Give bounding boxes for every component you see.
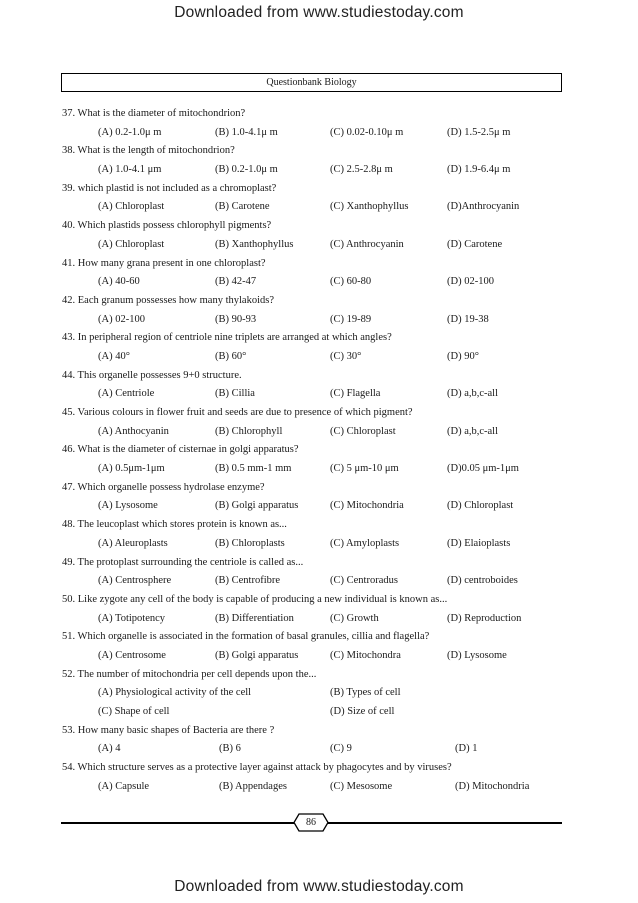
options-row	[62, 348, 582, 367]
answer-option: (A) Centrosphere	[98, 575, 172, 587]
question-text: 51. Which organelle is associated in the formation of basal granules, cillia and flagella?	[62, 631, 430, 643]
answer-option: (B) 1.0-4.1μ m	[215, 126, 278, 138]
options-row	[62, 610, 582, 629]
question-text: 38. What is the length of mitochondrion?	[62, 145, 235, 157]
options-row	[62, 273, 582, 292]
options-row	[62, 460, 582, 479]
answer-option: (D) Chloroplast	[447, 500, 514, 512]
answer-option: (C) Flagella	[330, 388, 381, 400]
answer-option: (D) 1.9-6.4μ m	[447, 164, 511, 176]
options-row	[62, 740, 582, 759]
answer-option: (D)0.05 μm-1μm	[447, 463, 519, 475]
page-number-badge	[293, 813, 329, 832]
answer-option: (A) Chloroplast	[98, 201, 165, 213]
answer-option: (D) Lysosome	[447, 649, 507, 661]
answer-option: (D) 02-100	[447, 276, 494, 288]
answer-option: (A) Chloroplast	[98, 238, 165, 250]
answer-option: (C) 2.5-2.8μ m	[330, 164, 393, 176]
options-row	[62, 198, 582, 217]
page-number: 86	[306, 817, 316, 828]
download-banner-bottom: Downloaded from www.studiestoday.com	[174, 878, 464, 895]
answer-option: (D)Anthrocyanin	[447, 201, 520, 213]
answer-option: (C) 5 μm-10 μm	[330, 463, 399, 475]
question-text: 54. Which structure serves as a protective layer against attack by phagocytes and by viruses?	[62, 762, 452, 774]
download-banner-top: Downloaded from www.studiestoday.com	[174, 4, 464, 21]
question-text: 48. The leucoplast which stores protein is known as...	[62, 519, 287, 531]
answer-option: (D) centroboides	[447, 575, 518, 587]
footer-rule-right	[328, 822, 562, 824]
answer-option: (C) Mitochondra	[330, 649, 401, 661]
answer-option: (B) Cillia	[215, 388, 255, 400]
answer-option: (B) Chlorophyll	[215, 425, 283, 437]
answer-option: (C) Anthrocyanin	[330, 238, 404, 250]
answer-option: (B) Xanthophyllus	[215, 238, 294, 250]
question-list	[62, 105, 582, 796]
answer-option: (C) Shape of cell	[98, 706, 170, 717]
question-text: 46. What is the diameter of cisternae in golgi apparatus?	[62, 444, 299, 456]
answer-option: (C) Centroradus	[330, 575, 398, 587]
answer-option: (C) Mitochondria	[330, 500, 404, 512]
answer-option: (B) 0.5 mm-1 mm	[215, 463, 292, 475]
answer-option: (A) Physiological activity of the cell	[98, 687, 252, 699]
options-row	[62, 423, 582, 442]
answer-option: (B) Golgi apparatus	[215, 649, 299, 661]
answer-option: (D) a,b,c-all	[447, 388, 499, 400]
answer-option: (C) Chloroplast	[330, 425, 396, 437]
answer-option: (A) Centriole	[98, 388, 155, 400]
options-row	[62, 572, 582, 591]
answer-option: (D) Carotene	[447, 238, 503, 250]
question-text: 50. Like zygote any cell of the body is capable of producing a new individual is known as...	[62, 593, 448, 605]
question-text: 37. What is the diameter of mitochondrion?	[62, 108, 246, 119]
question-text: 49. The protoplast surrounding the centriole is called as...	[62, 556, 304, 568]
options-row	[62, 385, 582, 404]
answer-option: (A) 4	[98, 743, 121, 755]
answer-option: (B) Differentiation	[215, 612, 294, 624]
answer-option: (C) Xanthophyllus	[330, 201, 409, 213]
question-text: 52. The number of mitochondria per cell depends upon the...	[62, 668, 317, 680]
question-text: 44. This organelle possesses 9+0 structure.	[62, 369, 242, 381]
question-text: 41. How many grana present in one chloroplast?	[62, 257, 266, 269]
question-text: 45. Various colours in flower fruit and seeds are due to presence of which pigment?	[62, 407, 413, 418]
options-row	[62, 236, 582, 255]
answer-option: (B) 90-93	[215, 313, 257, 325]
options-row	[62, 497, 582, 516]
options-row	[62, 535, 582, 554]
options-row	[62, 703, 582, 722]
answer-option: (D) a,b,c-all	[447, 425, 499, 437]
answer-option: (A) 0.5μm-1μm	[98, 463, 165, 475]
answer-option: (C) Growth	[330, 612, 379, 624]
answer-option: (C) 0.02-0.10μ m	[330, 126, 404, 138]
options-row	[62, 124, 582, 143]
question-text: 47. Which organelle possess hydrolase enzyme?	[62, 481, 265, 493]
answer-option: (D) 1.5-2.5μ m	[447, 126, 511, 138]
answer-option: (A) 40-60	[98, 276, 140, 288]
answer-option: (B) 0.2-1.0μ m	[215, 164, 278, 176]
answer-option: (D) 19-38	[447, 313, 489, 325]
answer-option: (D) 90°	[447, 350, 479, 362]
answer-option: (B) Appendages	[219, 780, 287, 792]
answer-option: (B) Types of cell	[330, 687, 401, 699]
answer-option: (A) Capsule	[98, 780, 150, 792]
question-text: 40. Which plastids possess chlorophyll pigments?	[62, 220, 272, 232]
question-text: 42. Each granum possesses how many thylakoids?	[62, 294, 275, 306]
answer-option: (A) 1.0-4.1 μm	[98, 164, 162, 176]
answer-option: (B) 6	[219, 743, 241, 755]
answer-option: (A) 40°	[98, 350, 130, 362]
answer-option: (D) Reproduction	[447, 612, 522, 624]
answer-option: (C) 30°	[330, 350, 362, 362]
answer-option: (A) Anthocyanin	[98, 425, 169, 437]
answer-option: (C) Mesosome	[330, 780, 393, 792]
answer-option: (C) 60-80	[330, 276, 372, 288]
answer-option: (B) 42-47	[215, 276, 257, 288]
answer-option: (B) Chloroplasts	[215, 537, 285, 549]
answer-option: (B) Golgi apparatus	[215, 500, 299, 512]
options-row	[62, 161, 582, 180]
question-text: 39. which plastid is not included as a chromoplast?	[62, 182, 277, 194]
answer-option: (B) Centrofibre	[215, 575, 281, 587]
answer-option: (D) 1	[455, 743, 478, 755]
answer-option: (C) 9	[330, 743, 352, 755]
answer-option: (B) 60°	[215, 350, 247, 362]
answer-option: (A) 0.2-1.0μ m	[98, 126, 162, 138]
answer-option: (C) Amyloplasts	[330, 537, 400, 549]
answer-option: (D) Elaioplasts	[447, 537, 511, 549]
answer-option: (A) Totipotency	[98, 612, 166, 624]
answer-option: (D) Size of cell	[330, 706, 395, 717]
answer-option: (A) Lysosome	[98, 500, 158, 512]
answer-option: (A) Aleuroplasts	[98, 537, 168, 549]
options-row	[62, 778, 582, 797]
page-header: Questionbank Biology	[61, 73, 562, 92]
options-row	[62, 311, 582, 330]
answer-option: (A) Centrosome	[98, 649, 166, 661]
question-text: 43. In peripheral region of centriole nine triplets are arranged at which angles?	[62, 332, 392, 344]
options-row	[62, 647, 582, 666]
question-text: 53. How many basic shapes of Bacteria are there ?	[62, 724, 275, 736]
footer-rule-left	[61, 822, 294, 824]
options-row	[62, 684, 582, 703]
answer-option: (C) 19-89	[330, 313, 372, 325]
answer-option: (A) 02-100	[98, 313, 145, 325]
answer-option: (B) Carotene	[215, 201, 270, 213]
answer-option: (D) Mitochondria	[455, 780, 530, 792]
